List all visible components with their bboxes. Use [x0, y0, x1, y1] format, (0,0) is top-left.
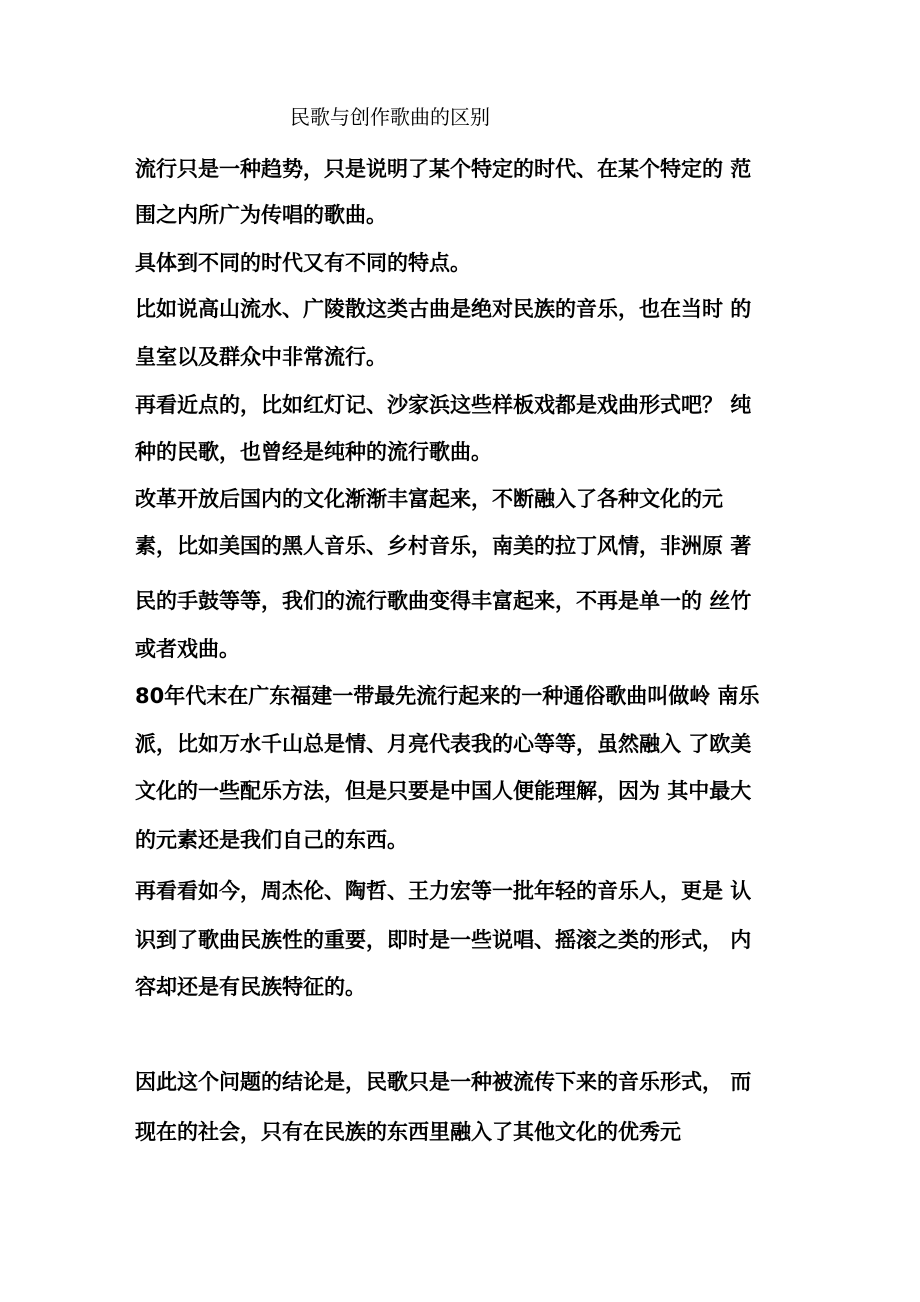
paragraph-line: 民的手鼓等等，我们的流行歌曲变得丰富起来，不再是单一的 丝竹	[135, 589, 752, 613]
paragraph-line: 文化的一些配乐方法，但是只要是中国人便能理解，因为 其中最大	[135, 779, 752, 803]
paragraph-line: 80年代末在广东福建一带最先流行起来的一种通俗歌曲叫做岭 南乐	[135, 684, 760, 708]
paragraph-line: 现在的社会，只有在民族的东西里融入了其他文化的优秀元	[135, 1120, 681, 1144]
paragraph-line: 再看近点的，比如红灯记、沙家浜这些样板戏都是戏曲形式吧？ 纯	[135, 393, 752, 417]
paragraph-line: 种的民歌，也曾经是纯种的流行歌曲。	[135, 440, 492, 464]
paragraph-line: 或者戏曲。	[135, 637, 240, 661]
paragraph-line: 皇室以及群众中非常流行。	[135, 345, 387, 369]
paragraph-line: 派，比如万水千山总是情、月亮代表我的心等等，虽然融入 了欧美	[135, 732, 752, 756]
paragraph-line: 改革开放后国内的文化渐渐丰富起来，不断融入了各种文化的元	[135, 487, 723, 511]
paragraph-line: 再看看如今，周杰伦、陶哲、王力宏等一批年轻的音乐人，更是 认	[135, 879, 752, 903]
paragraph-line: 具体到不同的时代又有不同的特点。	[135, 251, 471, 275]
paragraph-line: 容却还是有民族特征的。	[135, 975, 366, 999]
paragraph-line: 围之内所广为传唱的歌曲。	[135, 203, 387, 227]
paragraph-line: 素，比如美国的黑人音乐、乡村音乐，南美的拉丁风情，非洲原 著	[135, 534, 752, 558]
paragraph-line: 因此这个问题的结论是，民歌只是一种被流传下来的音乐形式， 而	[135, 1070, 752, 1094]
paragraph-line: 的元素还是我们自己的东西。	[135, 828, 408, 852]
paragraph-line: 识到了歌曲民族性的重要，即时是一些说唱、摇滚之类的形式， 内	[135, 928, 752, 952]
document-title: 民歌与创作歌曲的区别	[290, 105, 490, 129]
paragraph-line: 比如说高山流水、广陵散这类古曲是绝对民族的音乐，也在当时 的	[135, 297, 752, 321]
paragraph-line: 流行只是一种趋势，只是说明了某个特定的时代、在某个特定的 范	[135, 157, 752, 181]
